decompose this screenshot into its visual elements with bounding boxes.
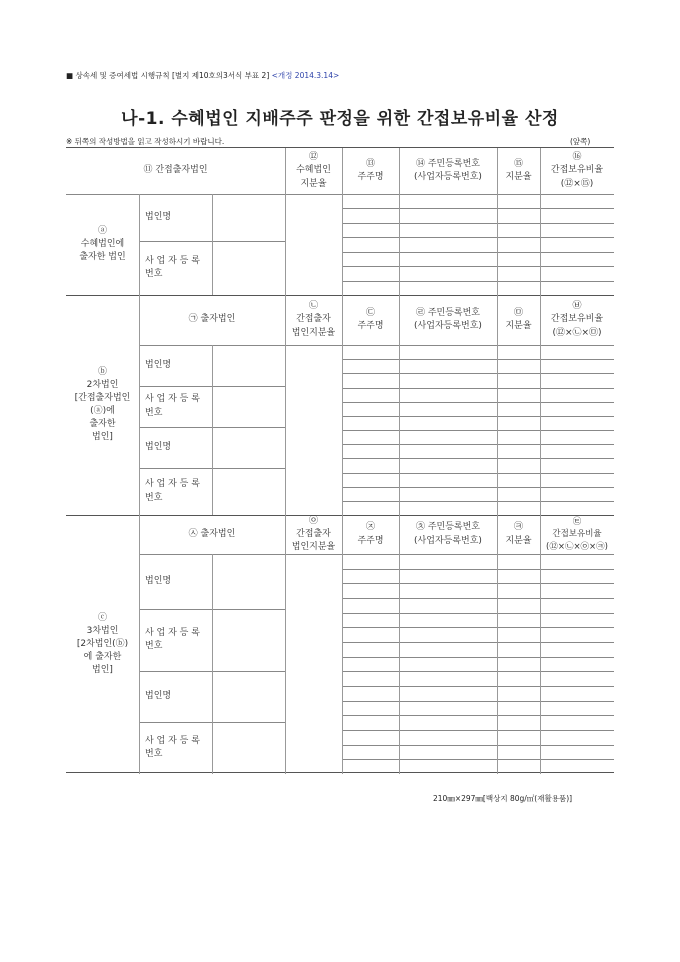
- header-shareholder-name: ㉢ 주주명: [357, 307, 384, 331]
- header-registration-number: ⑭ 주민등록번호 (사업자등록번호): [414, 158, 482, 182]
- header-indirect-ratio: ㉥ 간접보유비율 (⑫×㉡×㉤): [550, 301, 604, 338]
- grid-line: [342, 444, 614, 445]
- header-indirect-ratio: ㉫ 간접보유비율 (⑫×㉡×㉧×㉪): [546, 517, 608, 552]
- header-indirect-ratio: ⑯ 간접보유비율 (⑫×⑮): [550, 152, 604, 189]
- biz-number-label: 사 업 자 등 록 번호: [145, 255, 200, 279]
- corp-name-label: 법인명: [145, 690, 172, 701]
- grid-line: [342, 501, 614, 502]
- corp-name-label: 법인명: [145, 575, 172, 586]
- grid-line: [342, 458, 614, 459]
- grid-line: [342, 430, 614, 431]
- grid-line: [212, 194, 213, 295]
- grid-line: [342, 613, 614, 614]
- grid-line: [342, 416, 614, 417]
- grid-line: [285, 148, 286, 774]
- grid-line: [399, 148, 400, 774]
- grid-line: [342, 730, 614, 731]
- grid-line: [342, 487, 614, 488]
- grid-line: [342, 701, 614, 702]
- header-indirect-investment-ratio: ㉡ 간접출자 법인지분율: [291, 301, 336, 338]
- header-registration-number: ㉩ 주민등록번호 (사업자등록번호): [414, 522, 482, 546]
- header-share-ratio: ㉪ 지분율: [505, 522, 532, 546]
- grid-line: [342, 223, 614, 224]
- header-shareholder-name: ㉨ 주주명: [357, 522, 384, 546]
- grid-line: [342, 671, 614, 672]
- revision-date: <개정 2014.3.14>: [271, 71, 340, 80]
- form-header: [66, 70, 339, 81]
- grid-line: [342, 373, 614, 374]
- grid-line: [342, 583, 614, 584]
- page-side-label: (앞쪽): [570, 137, 591, 146]
- form-table: [66, 147, 614, 773]
- section-c-label: ⓒ 3차법인 [2차법인(ⓑ) 에 출자한 법인]: [76, 612, 129, 676]
- grid-line: [342, 759, 614, 760]
- grid-line: [342, 388, 614, 389]
- grid-line: [342, 473, 614, 474]
- header-shareholder-name: ⑬ 주주명: [357, 158, 384, 182]
- grid-line: [342, 569, 614, 570]
- grid-line: [540, 148, 541, 774]
- header-share-ratio: ⑮ 지분율: [505, 158, 532, 182]
- grid-line: [342, 745, 614, 746]
- header-investing-corp: ㉠ 출자법인: [188, 314, 236, 325]
- grid-line: [342, 402, 614, 403]
- grid-line: [342, 208, 614, 209]
- header-share-ratio: ㉤ 지분율: [505, 307, 532, 331]
- corp-name-label: 법인명: [145, 441, 172, 452]
- header-indirect-investment-ratio: ㉧ 간접출자 법인지분율: [291, 515, 336, 553]
- grid-line: [342, 642, 614, 643]
- header-registration-number: ㉣ 주민등록번호 (사업자등록번호): [414, 307, 482, 331]
- grid-line: [212, 554, 213, 774]
- grid-line: [342, 281, 614, 282]
- grid-line: [342, 627, 614, 628]
- header-investing-corp: ㉦ 출자법인: [188, 528, 236, 539]
- biz-number-label: 사 업 자 등 록 번호: [145, 479, 200, 503]
- corp-name-label: 법인명: [145, 359, 172, 370]
- grid-line: [342, 598, 614, 599]
- header-beneficiary-ratio: ⑫ 수혜법인 지분율: [296, 152, 331, 189]
- form-header-text: ■ 상속세 및 증여세법 시행규칙 [별지 제10호의3서식 부표 2]: [66, 71, 270, 80]
- biz-number-label: 사 업 자 등 록 번호: [145, 735, 200, 759]
- grid-line: [342, 657, 614, 658]
- grid-line: [497, 148, 498, 774]
- instruction-note: ※ 뒤쪽의 작성방법을 읽고 작성하시기 바랍니다.: [66, 137, 225, 146]
- grid-line: [342, 715, 614, 716]
- grid-line: [342, 266, 614, 267]
- grid-line: [342, 252, 614, 253]
- grid-line: [212, 345, 213, 515]
- biz-number-label: 사 업 자 등 록 번호: [145, 394, 200, 418]
- section-b-label: ⓑ 2차법인 [간접출자법인 (ⓐ)에 출자한 법인]: [74, 366, 131, 443]
- grid-line: [342, 148, 343, 774]
- grid-line: [342, 237, 614, 238]
- grid-line: [342, 686, 614, 687]
- section-a-label: ⓐ 수혜법인에 출자한 법인: [79, 225, 126, 263]
- page-title: 나-1. 수혜법인 지배주주 판정을 위한 간접보유비율 산정: [121, 109, 559, 129]
- paper-spec: 210㎜×297㎜[백상지 80g/㎡(재활용품)]: [433, 794, 573, 803]
- header-indirect-corp: ⑪ 간접출자법인: [143, 165, 208, 176]
- grid-line: [342, 359, 614, 360]
- biz-number-label: 사 업 자 등 록 번호: [145, 627, 200, 651]
- corp-name-label: 법인명: [145, 211, 172, 222]
